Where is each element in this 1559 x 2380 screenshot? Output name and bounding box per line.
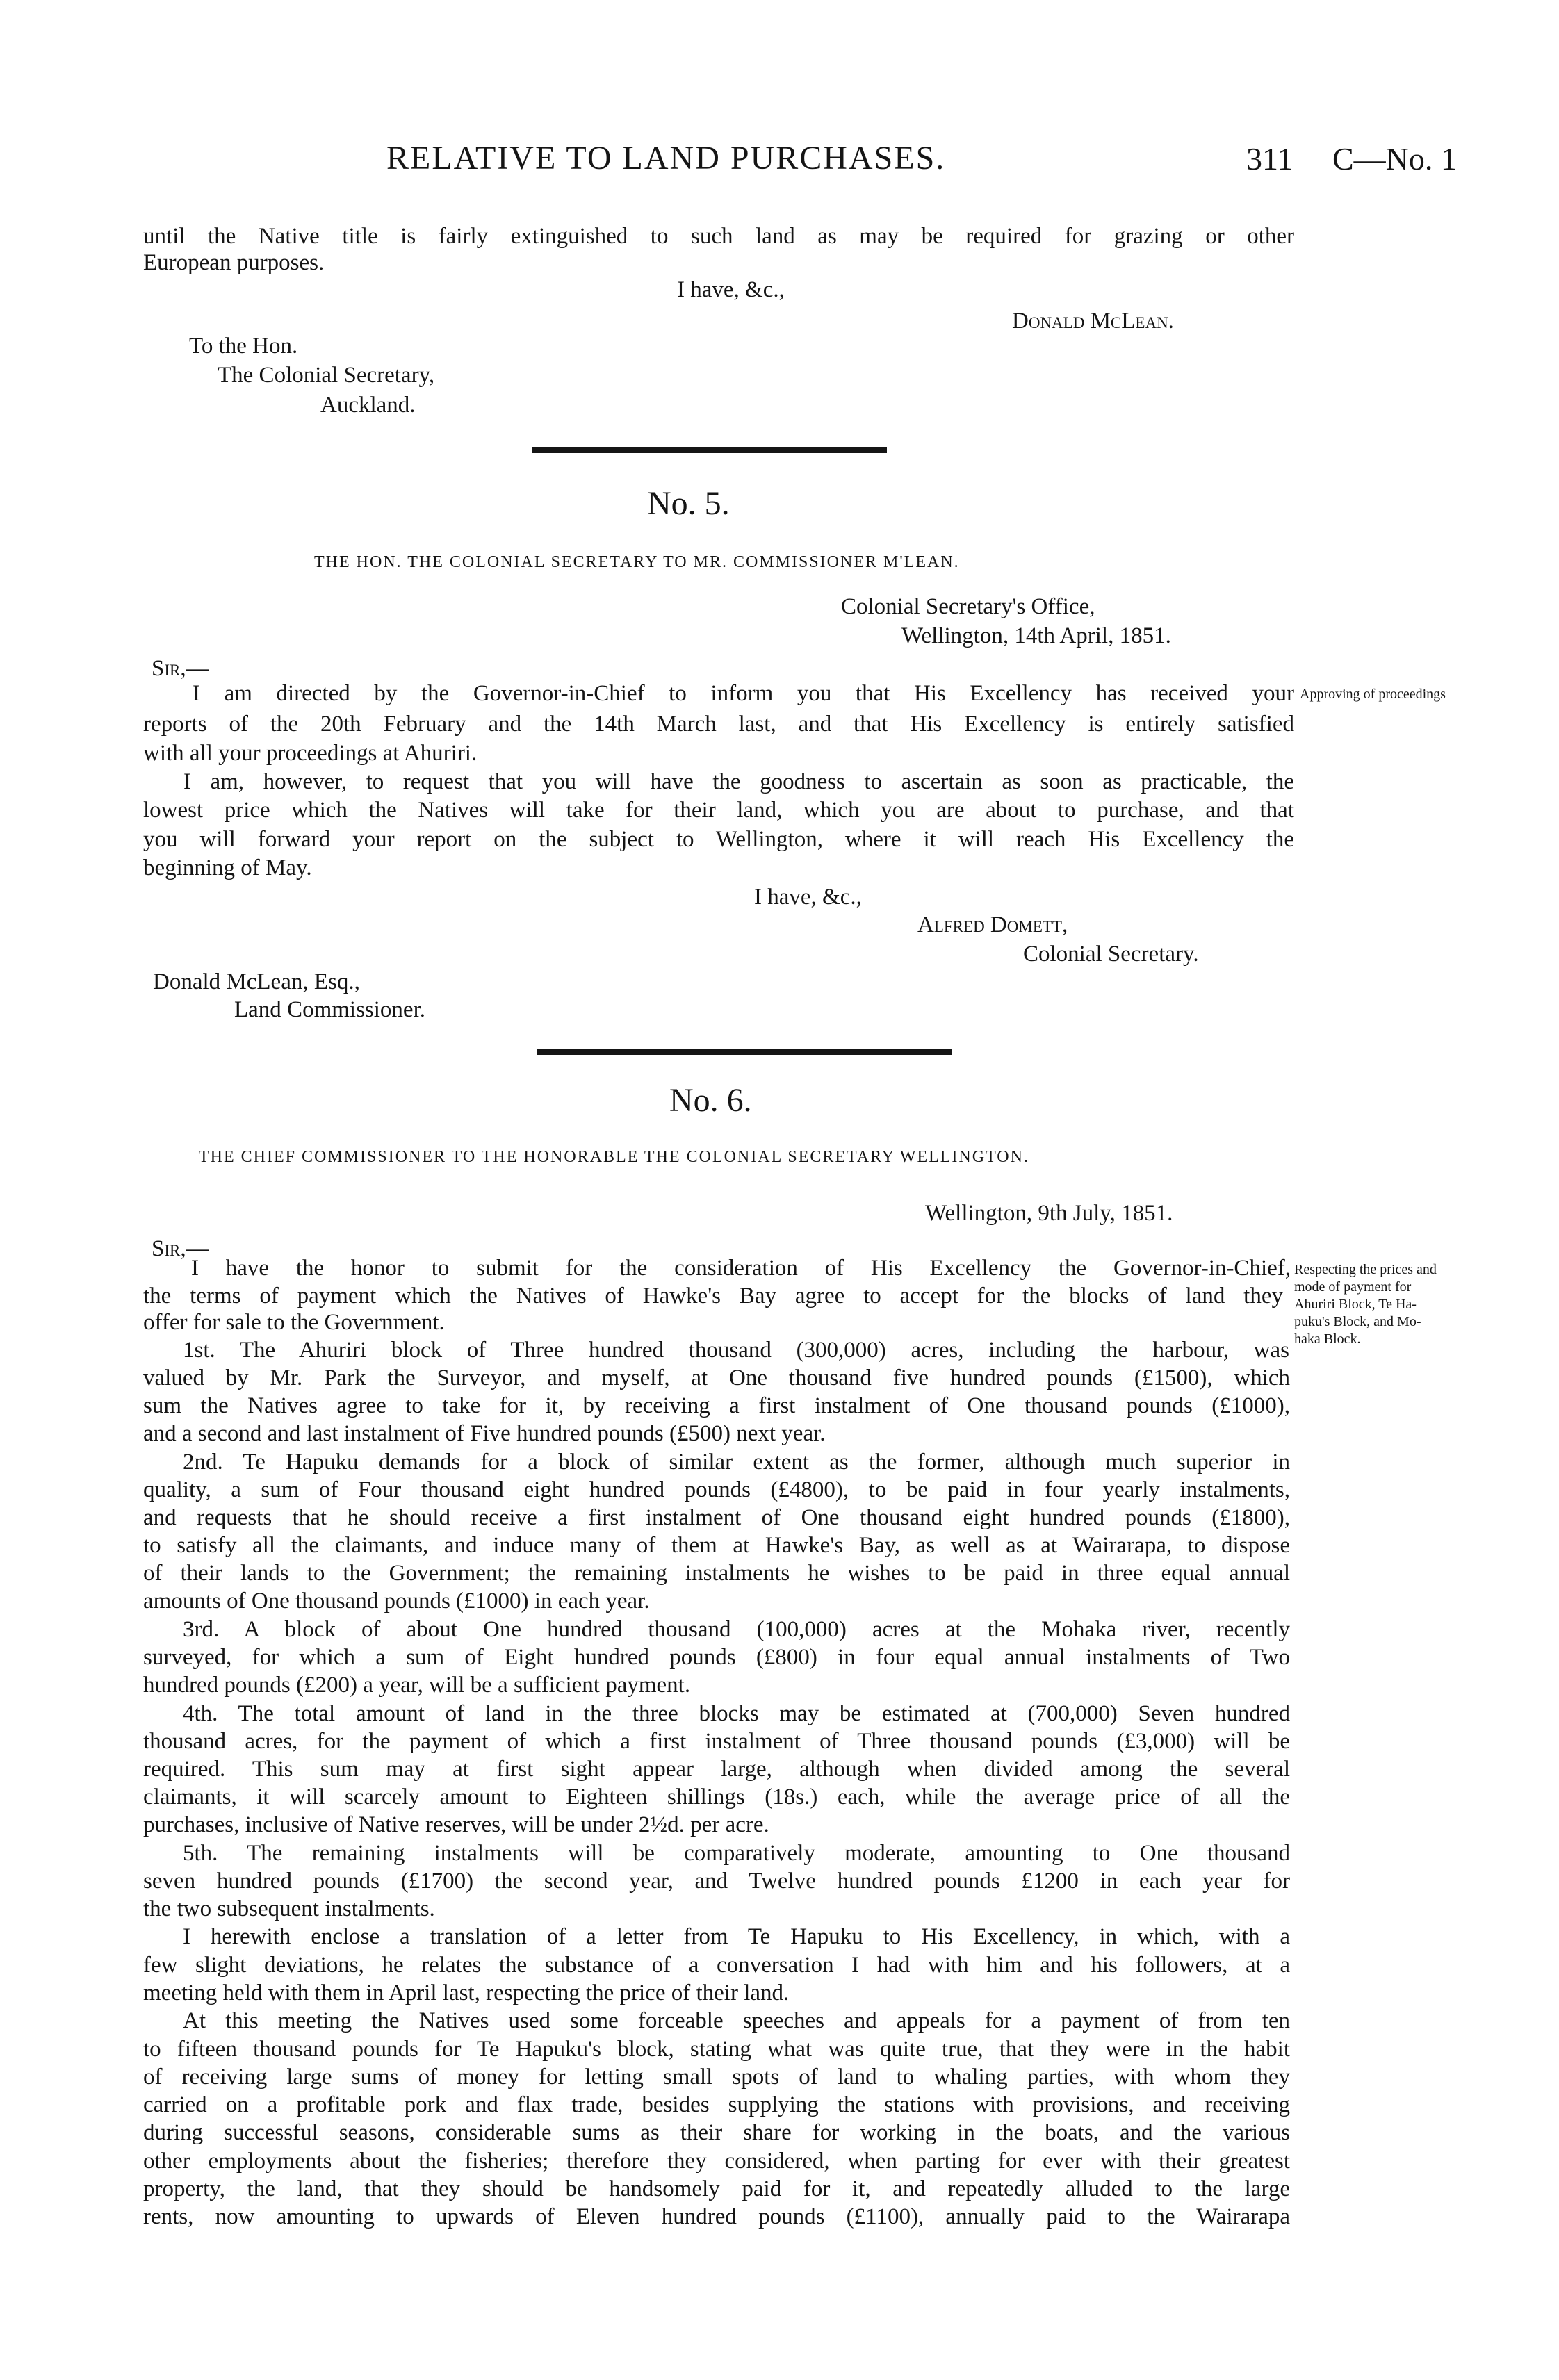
text-line: amounts of One thousand pounds (£1000) in each year. (143, 1589, 650, 1614)
section-divider (532, 447, 887, 453)
text-line: until the Native title is fairly extinguished to such land as may be required for grazing or other (143, 224, 1294, 249)
address-line: Donald McLean, Esq., (153, 969, 360, 994)
text-line: At this meeting the Natives used some forceable speeches and appeals for a payment of from ten (183, 2008, 1290, 2033)
signature-title: Colonial Secretary. (1023, 942, 1199, 967)
text-line: valued by Mr. Park the Surveyor, and myself, at One thousand five hundred pounds (£1500), which (143, 1365, 1290, 1390)
text-line: of their lands to the Government; the remaining instalments he wishes to be paid in three equal annual (143, 1561, 1290, 1586)
document-code: C—No. 1 (1332, 141, 1457, 177)
letter-number: No. 5. (647, 485, 730, 522)
text-line: 1st. The Ahuriri block of Three hundred thousand (300,000) acres, including the harbour, was (183, 1338, 1289, 1363)
text-line: offer for sale to the Government. (143, 1310, 445, 1335)
text-line: and requests that he should receive a first instalment of One thousand eight hundred pounds (£1800), (143, 1505, 1290, 1530)
text-line: the terms of payment which the Natives of Hawke's Bay agree to accept for the blocks of land they (143, 1283, 1283, 1308)
letter-heading: THE CHIEF COMMISSIONER TO THE HONORABLE THE COLONIAL SECRETARY WELLINGTON. (199, 1148, 1029, 1166)
text-line: of receiving large sums of money for letting small spots of land to whaling parties, with whom they (143, 2065, 1290, 2090)
text-line: other employments about the fisheries; therefore they considered, when parting for ever with their greatest (143, 2149, 1290, 2174)
text-line: thousand acres, for the payment of which a first instalment of Three thousand pounds (£3,000) will be (143, 1729, 1290, 1754)
text-line: during successful seasons, considerable sums as their share for working in the boats, and the various (143, 2120, 1290, 2145)
text-line: to fifteen thousand pounds for Te Hapuku's block, stating what was quite true, that they were in the habit (143, 2037, 1290, 2062)
page-number: 311 (1246, 141, 1293, 177)
text-line: 5th. The remaining instalments will be comparatively moderate, amounting to One thousand (183, 1841, 1290, 1866)
section-divider (537, 1049, 952, 1055)
text-line: beginning of May. (143, 855, 312, 880)
text-line: required. This sum may at first sight appear large, although when divided among the several (143, 1757, 1290, 1782)
salutation: Sir,— (152, 656, 209, 681)
address-line: Land Commissioner. (234, 997, 425, 1022)
text-line: property, the land, that they should be handsomely paid for it, and repeatedly alluded to the large (143, 2176, 1290, 2201)
text-line: sum the Natives agree to take for it, by receiving a first instalment of One thousand pounds (£1000), (143, 1393, 1290, 1418)
text-line: I am directed by the Governor-in-Chief to inform you that His Excellency has received your (193, 681, 1294, 706)
text-line: reports of the 20th February and the 14th March last, and that His Excellency is entirely satisfied (143, 712, 1294, 737)
running-header-title: RELATIVE TO LAND PURCHASES. (386, 140, 946, 177)
text-line: I am, however, to request that you will have the goodness to ascertain as soon as practicable, the (183, 769, 1294, 794)
address-line: The Colonial Secretary, (218, 363, 435, 388)
salutation: Sir,— (152, 1236, 209, 1261)
text-line: lowest price which the Natives will take for their land, which you are about to purchase, and that (143, 798, 1294, 823)
text-line: you will forward your report on the subject to Wellington, where it will reach His Excellency the (143, 827, 1294, 852)
text-line: the two subsequent instalments. (143, 1896, 435, 1921)
letter-heading: THE HON. THE COLONIAL SECRETARY TO MR. COMMISSIONER M'LEAN. (314, 553, 960, 571)
text-line: 2nd. Te Hapuku demands for a block of similar extent as the former, although much superior in (183, 1450, 1290, 1475)
text-line: I herewith enclose a translation of a letter from Te Hapuku to His Excellency, in which, with a (183, 1924, 1290, 1949)
text-line: surveyed, for which a sum of Eight hundred pounds (£800) in four equal annual instalments of Two (143, 1645, 1290, 1670)
address-line: To the Hon. (189, 334, 298, 359)
address-line: Auckland. (320, 393, 416, 418)
text-line: with all your proceedings at Ahuriri. (143, 741, 478, 766)
text-line: 4th. The total amount of land in the three blocks may be estimated at (700,000) Seven hundred (183, 1701, 1290, 1726)
letter-number: No. 6. (669, 1082, 752, 1119)
letter-date: Wellington, 9th July, 1851. (925, 1201, 1173, 1226)
text-line: 3rd. A block of about One hundred thousand (100,000) acres at the Mohaka river, recently (183, 1617, 1290, 1642)
text-line: few slight deviations, he relates the substance of a conversation I had with him and his followers, at a (143, 1953, 1290, 1978)
text-line: European purposes. (143, 250, 325, 275)
text-line: seven hundred pounds (£1700) the second year, and Twelve hundred pounds £1200 in each year for (143, 1869, 1290, 1894)
margin-note: Respecting the prices and mode of payment for Ahuriri Block, Te Ha- puku's Block, and Mo- haka Block. (1294, 1262, 1437, 1347)
closing-phrase: I have, &c., (754, 885, 862, 910)
text-line: I have the honor to submit for the consideration of His Excellency the Governor-in-Chief, (191, 1256, 1291, 1281)
text-line: hundred pounds (£200) a year, will be a sufficient payment. (143, 1673, 691, 1698)
signature: Alfred Domett, (917, 912, 1068, 937)
letter-place: Colonial Secretary's Office, (841, 594, 1095, 619)
text-line: and a second and last instalment of Five hundred pounds (£500) next year. (143, 1421, 826, 1446)
closing-phrase: I have, &c., (677, 277, 785, 302)
signature: Donald McLean. (1012, 309, 1174, 334)
text-line: claimants, it will scarcely amount to Eighteen shillings (18s.) each, while the average price of all the (143, 1784, 1290, 1809)
text-line: rents, now amounting to upwards of Eleven hundred pounds (£1100), annually paid to the Wairarapa (143, 2204, 1290, 2229)
margin-note: Approving of proceedings (1300, 687, 1446, 702)
text-line: meeting held with them in April last, respecting the price of their land. (143, 1980, 790, 2005)
letter-date: Wellington, 14th April, 1851. (901, 623, 1171, 648)
text-line: carried on a profitable pork and flax trade, besides supplying the stations with provisions, and receiving (143, 2092, 1290, 2117)
text-line: to satisfy all the claimants, and induce many of them at Hawke's Bay, as well as at Wairarapa, to dispose (143, 1533, 1290, 1558)
text-line: purchases, inclusive of Native reserves, will be under 2½d. per acre. (143, 1812, 769, 1837)
text-line: quality, a sum of Four thousand eight hundred pounds (£4800), to be paid in four yearly instalments, (143, 1477, 1290, 1502)
